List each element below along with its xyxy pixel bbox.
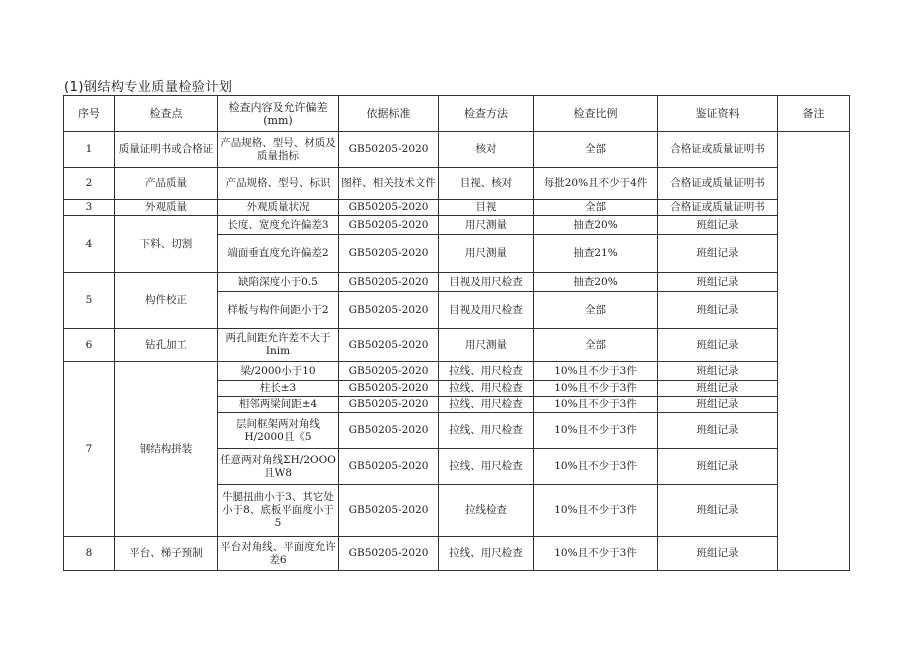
inspection-plan-table [63, 95, 850, 571]
cell-docs: 合格证或质量证明书 [658, 168, 778, 200]
cell-ratio: 10%且不少于3件 [534, 381, 658, 397]
cell-content: 端面垂直度允许偏差2 [218, 235, 339, 273]
cell-standard: GB50205-2020 [339, 362, 439, 381]
cell-method: 目视 [439, 200, 534, 216]
cell-content: 相邻两梁间距±4 [218, 397, 339, 413]
cell-content: 层间框架两对角线H/2000且《5 [218, 413, 339, 449]
table-row [64, 168, 850, 200]
table-header [64, 96, 850, 132]
cell-ratio: 全部 [534, 329, 658, 362]
cell-docs: 班组记录 [658, 273, 778, 292]
cell-standard: GB50205-2020 [339, 397, 439, 413]
cell-content: 两孔间距允许差不大于Inim [218, 329, 339, 362]
cell-docs: 班组记录 [658, 449, 778, 485]
cell-standard: GB50205-2020 [339, 132, 439, 168]
cell-docs: 合格证或质量证明书 [658, 132, 778, 168]
cell-content: 长度、宽度允许偏差3 [218, 216, 339, 235]
cell-item: 产品质量 [115, 168, 218, 200]
cell-ratio: 抽查20% [534, 216, 658, 235]
table-row [64, 329, 850, 362]
cell-no: 4 [64, 216, 115, 273]
table-row [64, 537, 850, 571]
cell-no: 7 [64, 362, 115, 537]
cell-no: 2 [64, 168, 115, 200]
cell-no: 5 [64, 273, 115, 329]
cell-standard: GB50205-2020 [339, 216, 439, 235]
header-method: 检查方法 [439, 96, 534, 132]
cell-standard: GB50205-2020 [339, 413, 439, 449]
cell-ratio: 10%且不少于3件 [534, 485, 658, 537]
document-title: (1)钢结构专业质量检验计划 [64, 80, 233, 95]
cell-no: 6 [64, 329, 115, 362]
cell-method: 拉线、用尺检查 [439, 413, 534, 449]
table-row [64, 200, 850, 216]
cell-ratio: 每批20%且不少于4件 [534, 168, 658, 200]
cell-method: 拉线、用尺检查 [439, 381, 534, 397]
cell-content: 产品规格、型号、材质及质量指标 [218, 132, 339, 168]
cell-content: 牛腿扭曲小于3、其它处小于8、底板平面度小于5 [218, 485, 339, 537]
header-item: 检查点 [115, 96, 218, 132]
cell-method: 拉线、用尺检查 [439, 449, 534, 485]
cell-content: 梁/2000小于10 [218, 362, 339, 381]
cell-standard: GB50205-2020 [339, 200, 439, 216]
header-row [64, 96, 850, 132]
cell-content: 柱长±3 [218, 381, 339, 397]
cell-content: 样板与构件间距小于2 [218, 292, 339, 329]
cell-standard: GB50205-2020 [339, 537, 439, 571]
cell-item: 外观质量 [115, 200, 218, 216]
header-remark: 备注 [778, 96, 850, 132]
cell-no: 1 [64, 132, 115, 168]
cell-remark [778, 132, 850, 571]
cell-standard: GB50205-2020 [339, 381, 439, 397]
cell-method: 拉线、用尺检查 [439, 362, 534, 381]
cell-content: 任意两对角线ΣH/2OOO且W8 [218, 449, 339, 485]
cell-ratio: 全部 [534, 132, 658, 168]
cell-item: 钢结构拼装 [115, 362, 218, 537]
cell-item: 构件校正 [115, 273, 218, 329]
cell-method: 拉线、用尺检查 [439, 537, 534, 571]
cell-content: 外观质量状况 [218, 200, 339, 216]
cell-method: 拉线检查 [439, 485, 534, 537]
cell-content: 产品规格、型号、标识 [218, 168, 339, 200]
cell-item: 质量证明书或合格证 [115, 132, 218, 168]
header-no: 序号 [64, 96, 115, 132]
cell-docs: 班组记录 [658, 292, 778, 329]
cell-ratio: 10%且不少于3件 [534, 537, 658, 571]
cell-method: 目视及用尺检查 [439, 273, 534, 292]
table-row [64, 362, 850, 381]
cell-docs: 班组记录 [658, 362, 778, 381]
cell-content: 缺陷深度小于0.5 [218, 273, 339, 292]
cell-method: 目视及用尺检查 [439, 292, 534, 329]
cell-standard: GB50205-2020 [339, 485, 439, 537]
cell-docs: 合格证或质量证明书 [658, 200, 778, 216]
cell-method: 拉线、用尺检查 [439, 397, 534, 413]
cell-docs: 班组记录 [658, 235, 778, 273]
cell-ratio: 全部 [534, 292, 658, 329]
cell-ratio: 全部 [534, 200, 658, 216]
cell-standard: GB50205-2020 [339, 292, 439, 329]
header-ratio: 检查比例 [534, 96, 658, 132]
cell-standard: GB50205-2020 [339, 449, 439, 485]
cell-standard: GB50205-2020 [339, 273, 439, 292]
cell-ratio: 10%且不少于3件 [534, 449, 658, 485]
cell-no: 3 [64, 200, 115, 216]
cell-standard: 图样、相关技术文件 [339, 168, 439, 200]
cell-docs: 班组记录 [658, 329, 778, 362]
cell-docs: 班组记录 [658, 381, 778, 397]
table-row [64, 273, 850, 292]
cell-item: 下料、切割 [115, 216, 218, 273]
cell-method: 目视、核对 [439, 168, 534, 200]
cell-standard: GB50205-2020 [339, 235, 439, 273]
cell-docs: 班组记录 [658, 537, 778, 571]
cell-ratio: 10%且不少于3件 [534, 362, 658, 381]
table-row [64, 132, 850, 168]
cell-docs: 班组记录 [658, 397, 778, 413]
cell-ratio: 10%且不少于3件 [534, 413, 658, 449]
cell-method: 用尺测量 [439, 235, 534, 273]
cell-no: 8 [64, 537, 115, 571]
cell-item: 钻孔加工 [115, 329, 218, 362]
cell-ratio: 抽查20% [534, 273, 658, 292]
table-body [64, 132, 850, 571]
cell-ratio: 抽查21% [534, 235, 658, 273]
cell-method: 核对 [439, 132, 534, 168]
cell-docs: 班组记录 [658, 216, 778, 235]
cell-ratio: 10%且不少于3件 [534, 397, 658, 413]
cell-docs: 班组记录 [658, 413, 778, 449]
cell-standard: GB50205-2020 [339, 329, 439, 362]
header-docs: 鉴证资料 [658, 96, 778, 132]
cell-content: 平台对角线、平面度允许差6 [218, 537, 339, 571]
header-standard: 依据标准 [339, 96, 439, 132]
table-row [64, 216, 850, 235]
header-content: 检查内容及允许偏差(mm) [218, 96, 339, 132]
cell-method: 用尺测量 [439, 329, 534, 362]
cell-docs: 班组记录 [658, 485, 778, 537]
cell-item: 平台、梯子预制 [115, 537, 218, 571]
cell-method: 用尺测量 [439, 216, 534, 235]
